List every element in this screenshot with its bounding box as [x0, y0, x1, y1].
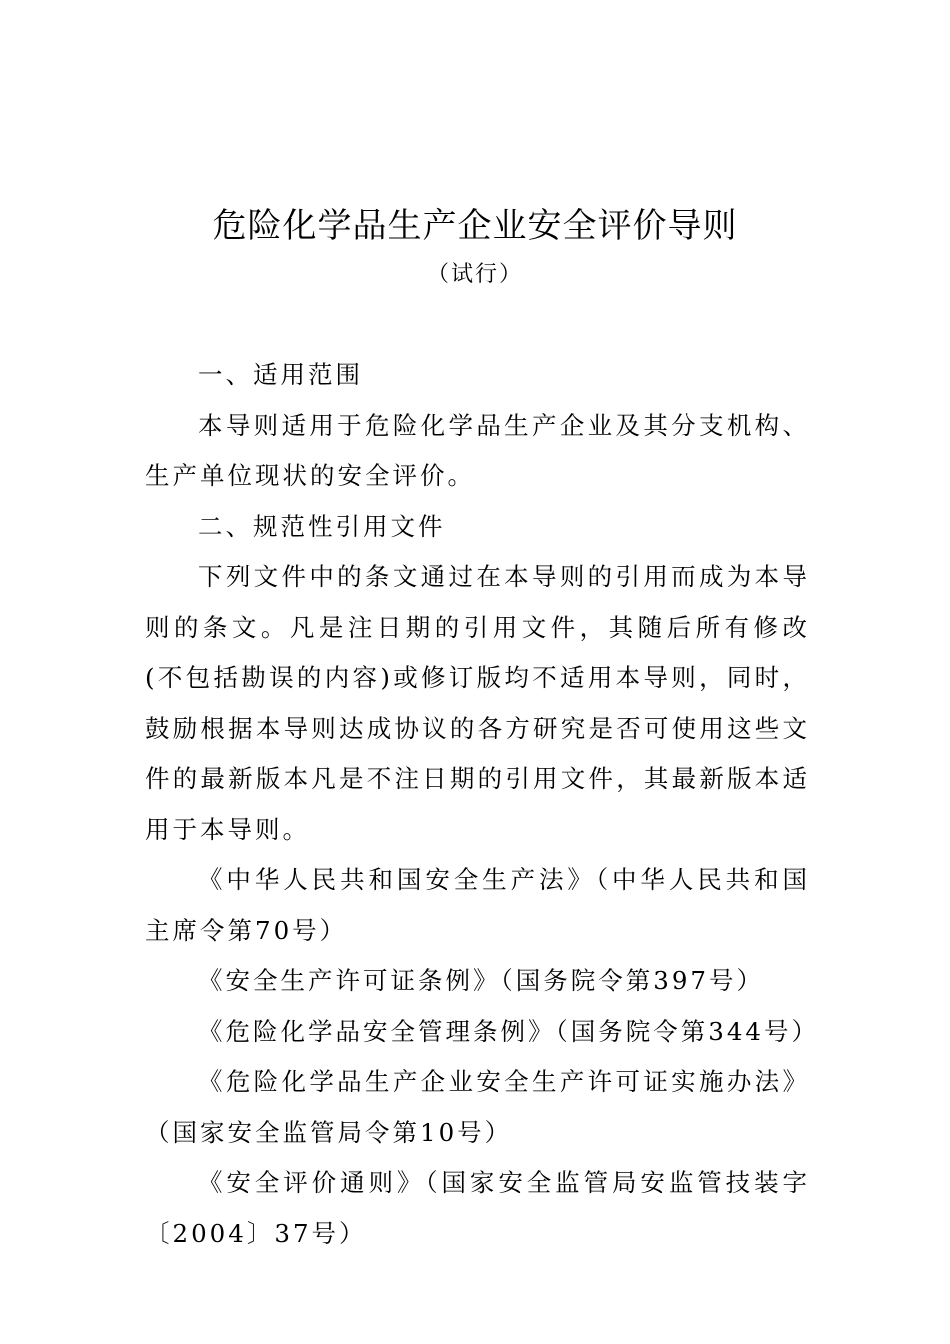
document-body	[145, 350, 820, 1259]
reference-item: 《危险化学品生产企业安全生产许可证实施办法》（国家安全监管局令第10号）	[145, 1067, 810, 1147]
reference-item: 《危险化学品安全管理条例》（国务院令第344号）	[198, 1016, 820, 1046]
paragraph-references: 下列文件中的条文通过在本导则的引用而成为本导则的条文。凡是注日期的引用文件，其随后所有修改(不包括勘误的内容)或修订版均不适用本导则，同时，鼓励根据本导则达成协议的各方研究是否可使用这些文件的最新版本凡是不注日期的引用文件，其最新版本适用于本导则。	[145, 562, 810, 844]
section-heading-scope: 一、适用范围	[198, 360, 363, 389]
paragraph-scope: 本导则适用于危险化学品生产企业及其分支机构、生产单位现状的安全评价。	[145, 410, 810, 490]
reference-item: 《安全评价通则》（国家安全监管局安监管技装字〔2004〕37号）	[145, 1168, 810, 1248]
section-heading-references: 二、规范性引用文件	[198, 511, 446, 541]
document-title: 危险化学品生产企业安全评价导则	[212, 206, 738, 246]
reference-item: 《安全生产许可证条例》（国务院令第397号）	[198, 966, 765, 995]
reference-item: 《中华人民共和国安全生产法》（中华人民共和国主席令第70号）	[145, 865, 810, 945]
document-subtitle: （试行）	[426, 262, 523, 287]
